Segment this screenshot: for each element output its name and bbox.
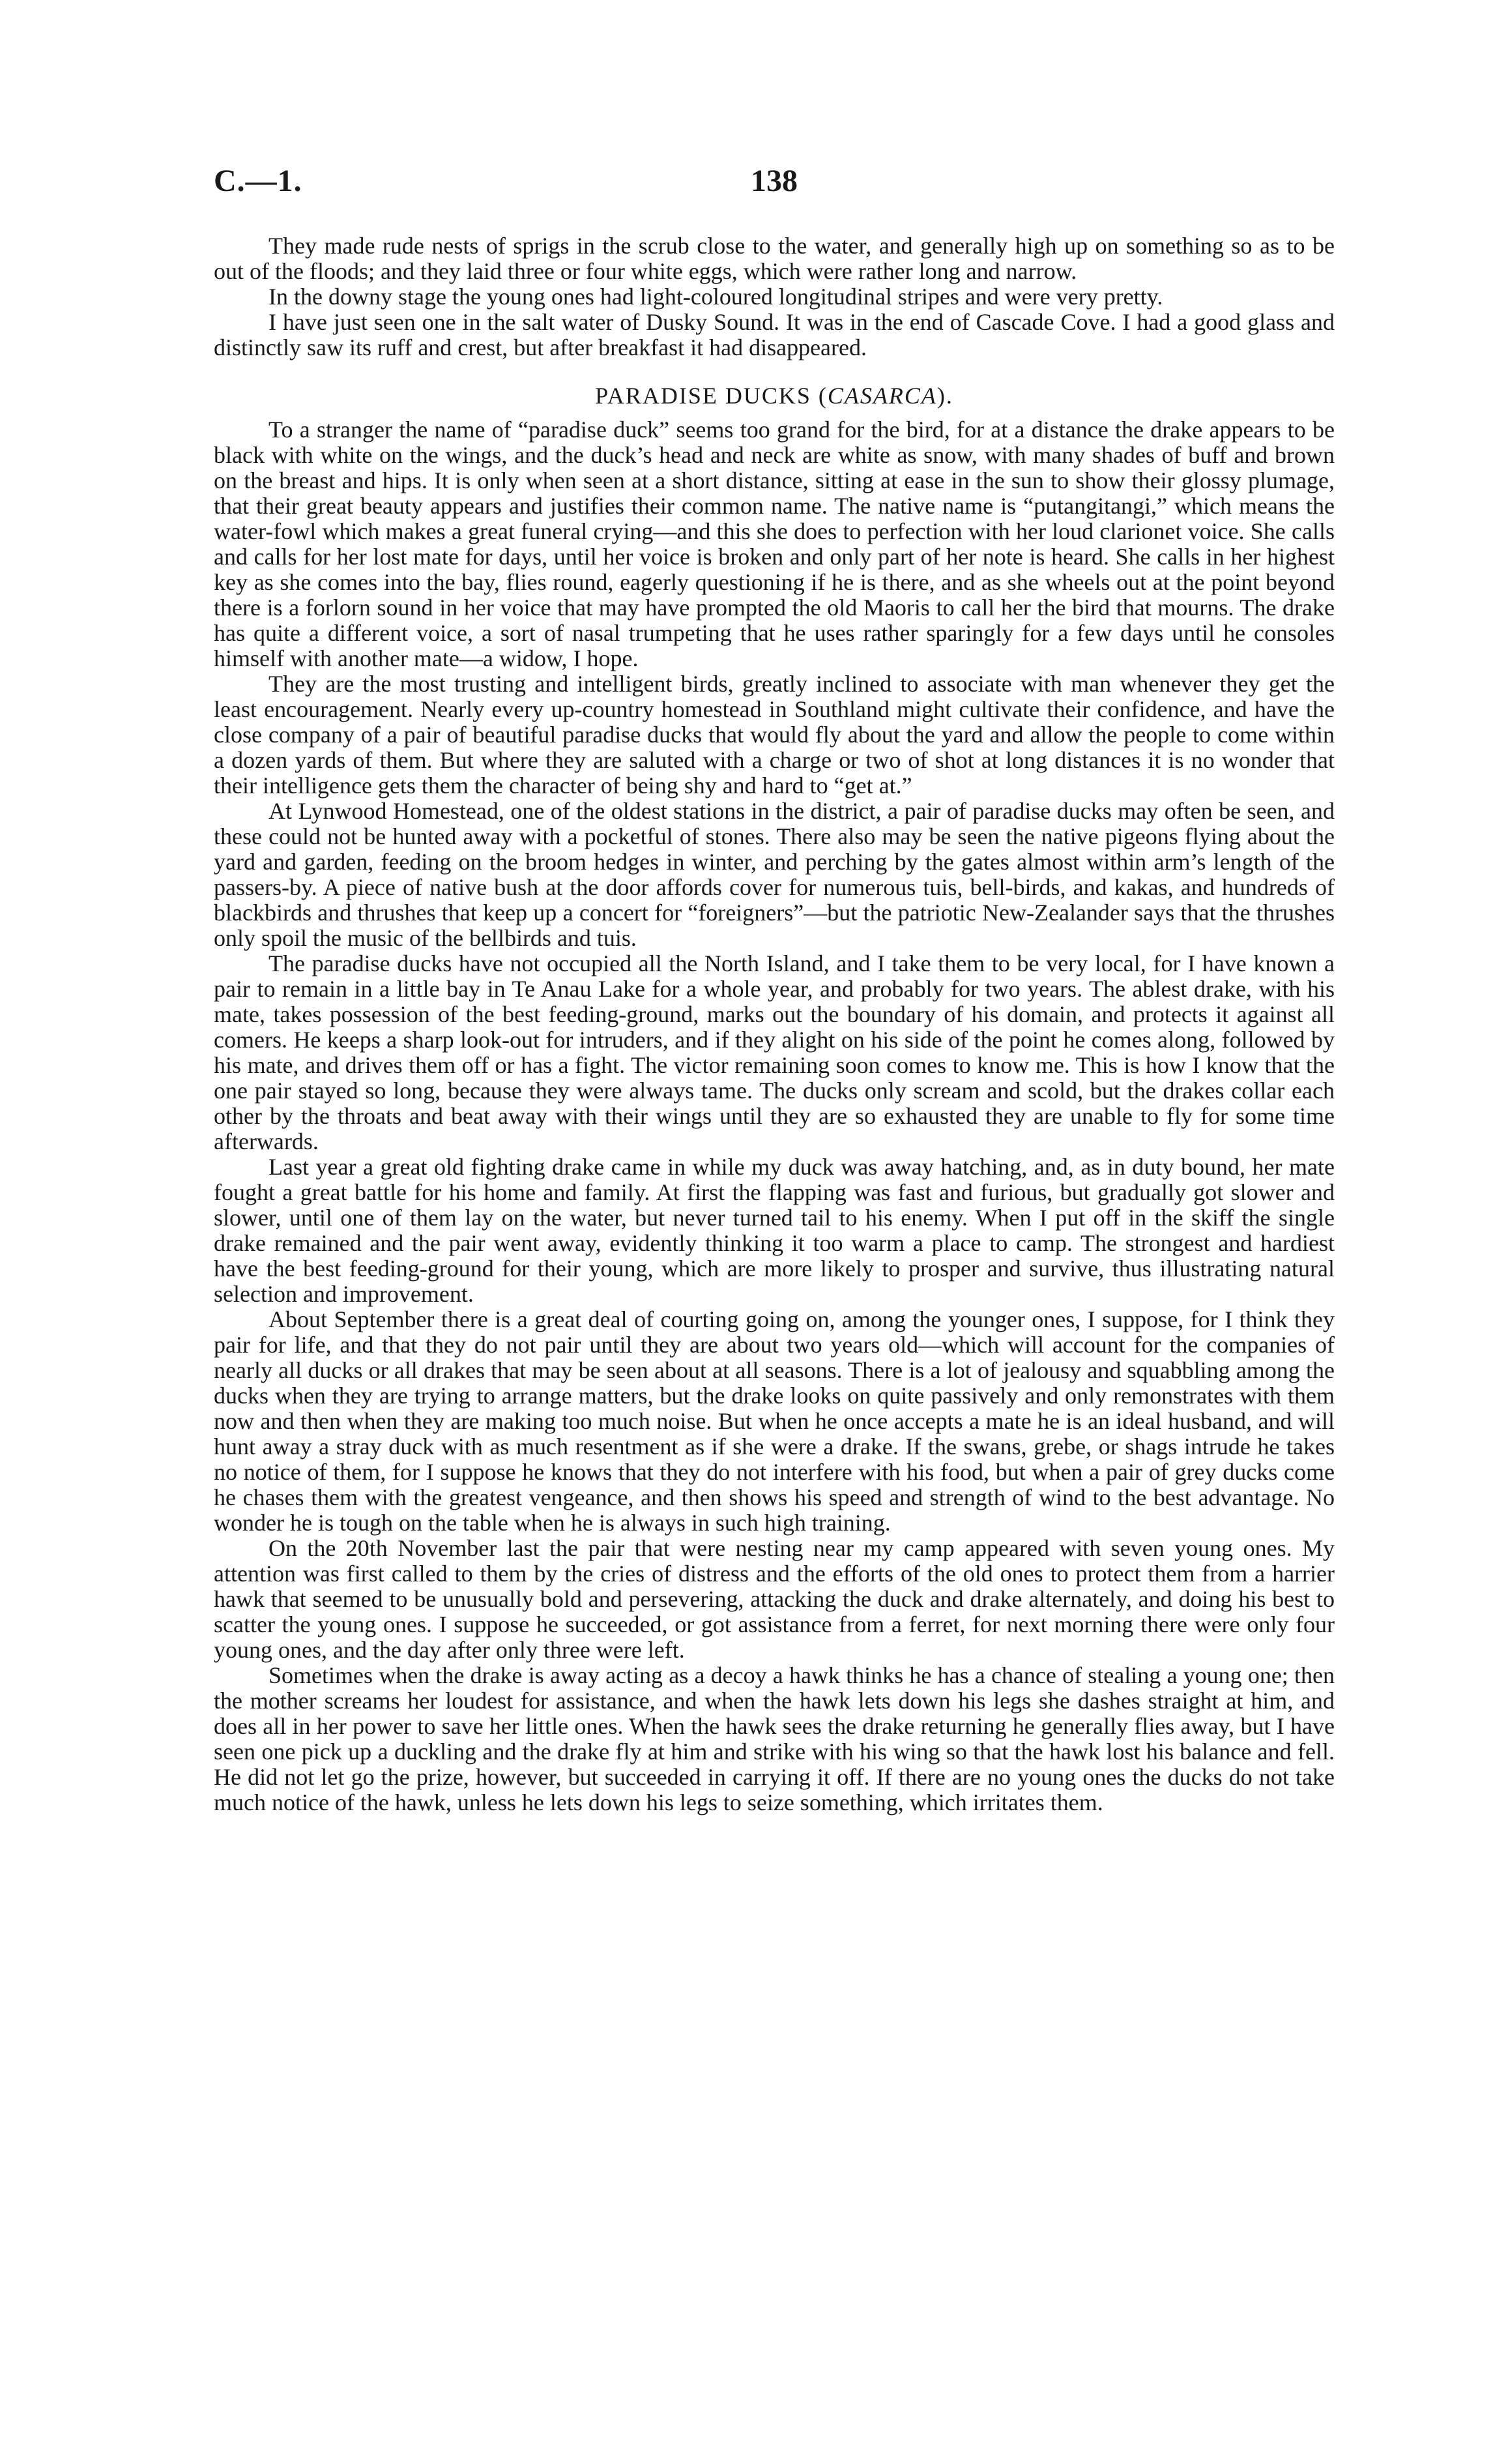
- section-paragraph: On the 20th November last the pair that were nesting near my camp appeared with seven young ones. My attention was first called to them by the cries of distress and the efforts of the old ones to protect them from a harrier hawk that seemed to be unusually bold and persevering, attacking the duck and drake alternately, and doing his best to scatter the young ones. I suppose he succeeded, or got assistance from a ferret, for next morning there were only four young ones, and the day after only three were left.: [214, 1535, 1335, 1663]
- section-heading-suffix: ).: [936, 383, 953, 409]
- document-id: C.—1.: [214, 164, 302, 198]
- section-paragraph: About September there is a great deal of courting going on, among the younger ones, I suppose, for I think they pair for life, and that they do not pair until they are about two years old—which will account for the companies of nearly all ducks or all drakes that may be seen about at all seasons. There is a lot of jealousy and squabbling among the ducks when they are trying to arrange matters, but the drake looks on quite passively and only remonstrates with them now and then when they are making too much noise. But when he once accepts a mate he is an ideal husband, and will hunt away a stray duck with as much resentment as if she were a drake. If the swans, grebe, or shags intrude he takes no notice of them, for I suppose he knows that they do not interfere with his food, but when a pair of grey ducks come he chases them with the greatest vengeance, and then shows his speed and strength of wind to the best advantage. No wonder he is tough on the table when he is always in such high training.: [214, 1306, 1335, 1536]
- section-heading-prefix: PARADISE DUCKS (: [595, 383, 828, 409]
- intro-paragraph: They made rude nests of sprigs in the scrub close to the water, and generally high up on something so as to be out of the floods; and they laid three or four white eggs, which were rather long and narrow.: [214, 233, 1335, 284]
- page-number: 138: [751, 164, 798, 198]
- intro-paragraph: In the downy stage the young ones had light-coloured longitudinal stripes and were very pretty.: [268, 284, 1163, 310]
- page-body: [214, 233, 1335, 1815]
- section-paragraph: The paradise ducks have not occupied all the North Island, and I take them to be very local, for I have known a pair to remain in a little bay in Te Anau Lake for a whole year, and probably for two years. The ablest drake, with his mate, takes possession of the best feeding-ground, marks out the boundary of his domain, and protects it against all comers. He keeps a sharp look-out for intruders, and if they alight on his side of the point he comes along, followed by his mate, and drives them off or has a fight. The victor remaining soon comes to know me. This is how I know that the one pair stayed so long, because they were always tame. The ducks only scream and scold, but the drakes collar each other by the throats and beat away with their wings until they are so exhausted they are unable to fly for some time afterwards.: [214, 950, 1335, 1154]
- section-heading: [214, 383, 1335, 409]
- section-heading-scientific-name: CASARCA: [827, 383, 937, 409]
- section-paragraph: To a stranger the name of “paradise duck” seems too grand for the bird, for at a distance the drake appears to be black with white on the wings, and the duck’s head and neck are white as snow, with many shades of buff and brown on the breast and hips. It is only when seen at a short distance, sitting at ease in the sun to show their glossy plumage, that their great beauty appears and justifies their common name. The native name is “putangitangi,” which means the water-fowl which makes a great funeral crying—and this she does to perfection with her loud clarionet voice. She calls and calls for her lost mate for days, until her voice is broken and only part of her note is heard. She calls in her highest key as she comes into the bay, flies round, eagerly questioning if he is there, and as she wheels out at the point beyond there is a forlorn sound in her voice that may have prompted the old Maoris to call her the bird that mourns. The drake has quite a different voice, a sort of nasal trumpeting that he uses rather sparingly for a few days until he consoles himself with another mate—a widow, I hope.: [214, 417, 1335, 671]
- section-paragraph: At Lynwood Homestead, one of the oldest stations in the district, a pair of paradise ducks may often be seen, and these could not be hunted away with a pocketful of stones. There also may be seen the native pigeons flying about the yard and garden, feeding on the broom hedges in winter, and perching by the gates almost within arm’s length of the passers-by. A piece of native bush at the door affords cover for numerous tuis, bell-birds, and kakas, and hundreds of blackbirds and thrushes that keep up a concert for “foreigners”—but the patriotic New-Zealander says that the thrushes only spoil the music of the bellbirds and tuis.: [214, 798, 1335, 951]
- section-paragraph: Sometimes when the drake is away acting as a decoy a hawk thinks he has a chance of stealing a young one; then the mother screams her loudest for assistance, and when the hawk lets down his legs she dashes straight at him, and does all in her power to save her little ones. When the hawk sees the drake returning he generally flies away, but I have seen one pick up a duckling and the drake fly at him and strike with his wing so that the hawk lost his balance and fell. He did not let go the prize, however, but succeeded in carrying it off. If there are no young ones the ducks do not take much notice of the hawk, unless he lets down his legs to seize something, which irritates them.: [214, 1662, 1335, 1815]
- section-paragraph: They are the most trusting and intelligent birds, greatly inclined to associate with man whenever they get the least encouragement. Nearly every up-country homestead in Southland might cultivate their confidence, and have the close company of a pair of beautiful paradise ducks that would fly about the yard and allow the people to come within a dozen yards of them. But where they are saluted with a charge or two of shot at long distances it is no wonder that their intelligence gets them the character of being shy and hard to “get at.”: [214, 671, 1335, 799]
- section-paragraph: Last year a great old fighting drake came in while my duck was away hatching, and, as in duty bound, her mate fought a great battle for his home and family. At first the flapping was fast and furious, but gradually got slower and slower, until one of them lay on the water, but never turned tail to his enemy. When I put off in the skiff the single drake remained and the pair went away, evidently thinking it too warm a place to camp. The strongest and hardiest have the best feeding-ground for their young, which are more likely to prosper and survive, thus illustrating natural selection and improvement.: [214, 1154, 1335, 1307]
- page-header: [214, 163, 1335, 209]
- intro-paragraph: I have just seen one in the salt water of Dusky Sound. It was in the end of Cascade Cove. I had a good glass and distinctly saw its ruff and crest, but after breakfast it had disappeared.: [214, 309, 1335, 360]
